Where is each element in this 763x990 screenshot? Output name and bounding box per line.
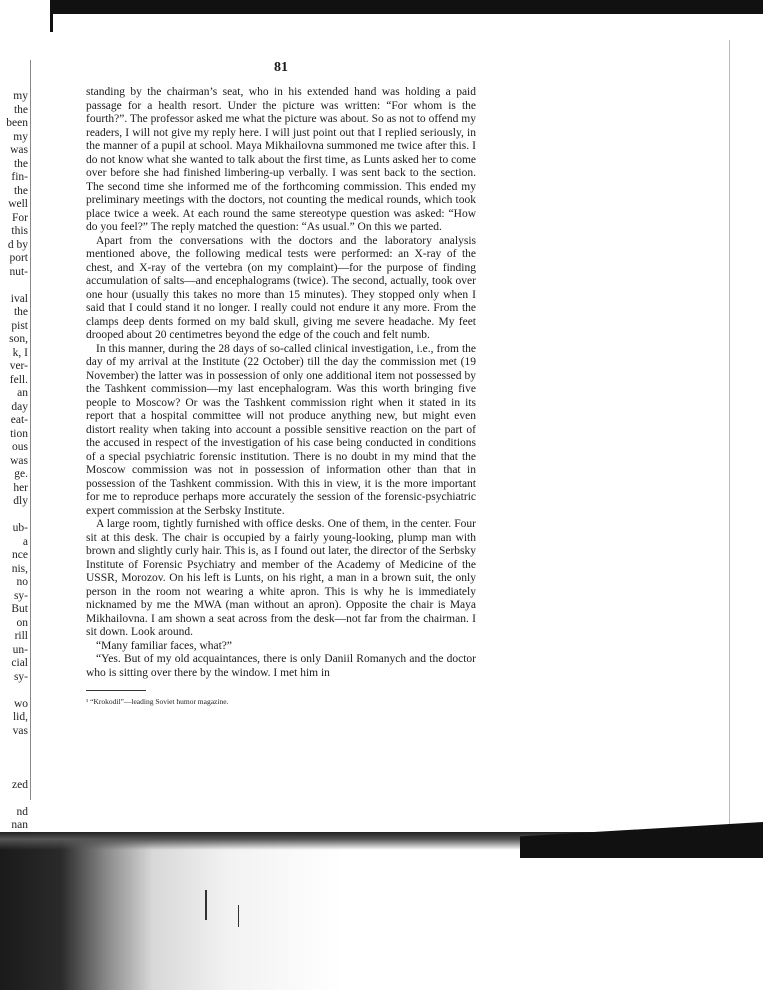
previous-page-text-fragments: my the been my was the fin- the well For this d by port nut- ival the pist son, k, I ver- fell. an day eat- tion ous was ge. her dly ub- a nce nis, no sy- But on rill un- cial sy- wo lid, vas zed nd nan [6, 90, 28, 831]
scan-speck [205, 890, 207, 920]
scan-bottom-right-dark-area [520, 822, 763, 858]
scan-speck [238, 905, 239, 927]
book-gutter-line [30, 60, 31, 800]
page-number: 81 [274, 60, 288, 75]
book-page [86, 60, 476, 706]
paragraph-3: In this manner, during the 28 days of so-called clinical investigation, i.e., from the day of my arrival at the Institute (22 October) till the day the commission met (19 November) the latter was in possession of only one additional item not possessed by the Tashkent commission—my last encephalogram. Was this worth bringing five people to Moscow? Or was the Tashkent commission right when it stated in its report that a hospital committee will not produce anything new, but might even distort reality when taking into account a possible sensitive reaction on the part of the accused in respect of the investigation of his case being conducted in conditions of a special psychiatric forensic institution. There is no doubt in my mind that the Moscow commission was not in possession of information other than that in possession of the Tashkent commission. With this in view, it is the more important for me to reproduce perhaps more accurately the session of the forensic-psychiatric expert commission at the Serbsky Institute. [86, 342, 476, 517]
right-page-edge [723, 40, 763, 830]
scan-top-notch [50, 14, 53, 32]
paragraph-2: Apart from the conversations with the doctors and the laboratory analysis mentioned above, the following medical tests were performed: an X-ray of the chest, and X-ray of the vertebra (on my complaint)—for the purpose of finding accumulation of salts—and encephalograms (twice). The second, actually, took over one hour (usually this takes no more than 15 minutes). They stopped only when I said that I could stand it no longer. I really could not endure it any more. From the clamps deep dents formed on my bald skull, giving me severe headache. My feet drooped about 20 centimetres beyond the edge of the couch and felt numb. [86, 234, 476, 341]
paragraph-5: “Many familiar faces, what?” [96, 639, 233, 652]
scan-top-border [50, 0, 763, 14]
paragraph-1: standing by the chairman’s seat, who in his extended hand was holding a paid passage for a health resort. Under the picture was written: “For whom is the fourth?”. The professor asked me what the picture was about. So as not to offend my readers, I will not give my reply here. I will just point out that I replied seriously, in the manner of a pupil at school. Maya Mikhailovna summoned me twice after this. I do not know what she wanted to talk about the first time, as Lunts asked her to come over before she had finished limbering-up verbally. I was sent back to the section. The second time she informed me of the forthcoming commission. This ended my preliminary meetings with the doctors, not counting the medical rounds, which took place twice a week. At each round the same stereotype question was asked: “How do you feel?” The reply matched the question: “As usual.” On this we parted. [86, 86, 476, 233]
footnote-divider [86, 690, 146, 691]
paragraph-6: “Yes. But of my old acquaintances, there is only Daniil Romanych and the doctor who is sitting over there by the window. I met him in [86, 653, 476, 679]
paragraph-4: A large room, tightly furnished with office desks. One of them, in the center. Four sit at this desk. The chair is occupied by a fairly young-looking, plump man with brown and slightly curly hair. This is, as I found out later, the director of the Serbsky Institute of Forensic Psychiatry and member of the Academy of Medicine of the USSR, Morozov. On his left is Lunts, on his right, a man in a brown suit, the only person in the room not wearing a white apron. This is why he is immediately nicknamed by me the MWA (man without an apron). Opposite the chair is Maya Mikhailovna. I am shown a seat across from the desk—not far from the chairman. I sit down. Look around. [86, 518, 476, 638]
previous-page-margin [0, 60, 32, 831]
right-edge-line [729, 40, 730, 830]
footnote: ¹ “Krokodil”—leading Soviet humor magazine. [86, 697, 229, 706]
